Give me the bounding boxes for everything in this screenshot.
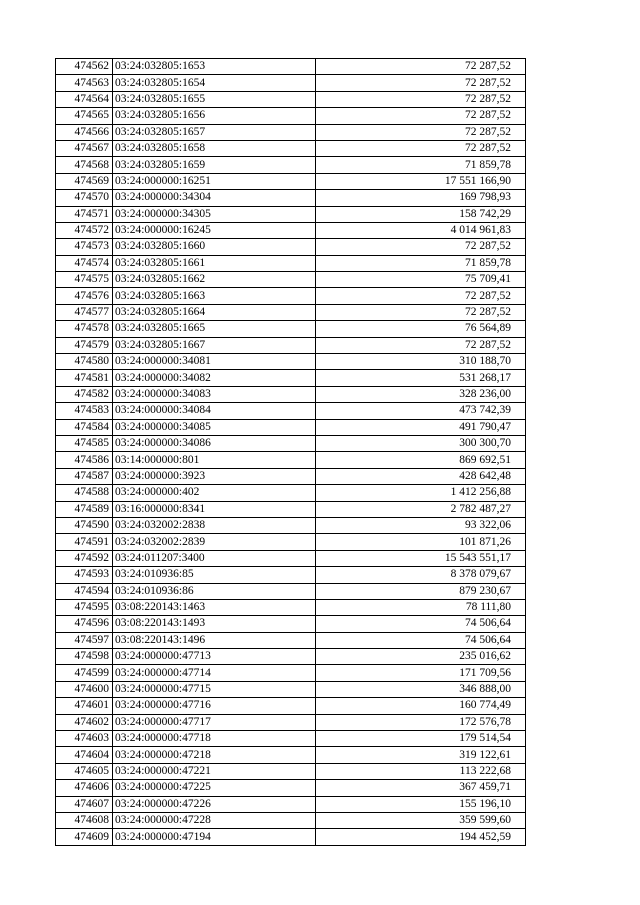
cadastral-value-cell: 72 287,52 bbox=[316, 75, 526, 91]
row-number-cell: 474582 bbox=[56, 386, 113, 402]
cadastral-value-cell: 72 287,52 bbox=[316, 337, 526, 353]
cadastral-number-cell: 03:24:000000:16245 bbox=[113, 222, 316, 238]
cadastral-value-cell: 72 287,52 bbox=[316, 59, 526, 75]
cadastral-number-cell: 03:24:032805:1660 bbox=[113, 239, 316, 255]
table-row bbox=[56, 370, 526, 386]
cadastral-value-cell: 17 551 166,90 bbox=[316, 173, 526, 189]
cadastral-number-cell: 03:24:000000:47218 bbox=[113, 747, 316, 763]
table-row bbox=[56, 468, 526, 484]
row-number-cell: 474584 bbox=[56, 419, 113, 435]
cadastral-number-cell: 03:24:000000:16251 bbox=[113, 173, 316, 189]
table-row bbox=[56, 599, 526, 615]
cadastral-number-cell: 03:24:032805:1659 bbox=[113, 157, 316, 173]
row-number-cell: 474578 bbox=[56, 321, 113, 337]
table-row bbox=[56, 239, 526, 255]
row-number-cell: 474581 bbox=[56, 370, 113, 386]
table-body bbox=[56, 59, 526, 846]
cadastral-value-cell: 367 459,71 bbox=[316, 780, 526, 796]
cadastral-value-cell: 473 742,39 bbox=[316, 403, 526, 419]
cadastral-value-cell: 8 378 079,67 bbox=[316, 567, 526, 583]
row-number-cell: 474588 bbox=[56, 485, 113, 501]
row-number-cell: 474606 bbox=[56, 780, 113, 796]
cadastral-value-cell: 155 196,10 bbox=[316, 796, 526, 812]
cadastral-number-cell: 03:24:000000:34082 bbox=[113, 370, 316, 386]
cadastral-value-cell: 194 452,59 bbox=[316, 829, 526, 845]
table-row bbox=[56, 731, 526, 747]
cadastral-value-cell: 1 412 256,88 bbox=[316, 485, 526, 501]
cadastral-value-cell: 72 287,52 bbox=[316, 239, 526, 255]
table-row bbox=[56, 124, 526, 140]
table-row bbox=[56, 206, 526, 222]
table-row bbox=[56, 665, 526, 681]
cadastral-number-cell: 03:24:032805:1658 bbox=[113, 140, 316, 156]
cadastral-number-cell: 03:08:220143:1463 bbox=[113, 599, 316, 615]
table-row bbox=[56, 272, 526, 288]
cadastral-value-cell: 74 506,64 bbox=[316, 616, 526, 632]
cadastral-value-cell: 359 599,60 bbox=[316, 812, 526, 828]
row-number-cell: 474604 bbox=[56, 747, 113, 763]
row-number-cell: 474600 bbox=[56, 681, 113, 697]
table-row bbox=[56, 321, 526, 337]
row-number-cell: 474609 bbox=[56, 829, 113, 845]
cadastral-number-cell: 03:24:000000:47715 bbox=[113, 681, 316, 697]
cadastral-number-cell: 03:24:000000:47194 bbox=[113, 829, 316, 845]
cadastral-value-cell: 531 268,17 bbox=[316, 370, 526, 386]
cadastral-value-cell: 869 692,51 bbox=[316, 452, 526, 468]
table-row bbox=[56, 681, 526, 697]
row-number-cell: 474571 bbox=[56, 206, 113, 222]
table-row bbox=[56, 812, 526, 828]
table-row bbox=[56, 780, 526, 796]
cadastral-number-cell: 03:24:032805:1664 bbox=[113, 304, 316, 320]
row-number-cell: 474592 bbox=[56, 550, 113, 566]
cadastral-value-cell: 172 576,78 bbox=[316, 714, 526, 730]
row-number-cell: 474575 bbox=[56, 272, 113, 288]
cadastral-number-cell: 03:24:032805:1662 bbox=[113, 272, 316, 288]
cadastral-number-cell: 03:24:032805:1661 bbox=[113, 255, 316, 271]
table-row bbox=[56, 288, 526, 304]
cadastral-number-cell: 03:24:032805:1655 bbox=[113, 91, 316, 107]
table-row bbox=[56, 190, 526, 206]
table-row bbox=[56, 419, 526, 435]
table-row bbox=[56, 583, 526, 599]
table-row bbox=[56, 616, 526, 632]
cadastral-value-cell: 78 111,80 bbox=[316, 599, 526, 615]
row-number-cell: 474596 bbox=[56, 616, 113, 632]
cadastral-number-cell: 03:24:000000:402 bbox=[113, 485, 316, 501]
row-number-cell: 474570 bbox=[56, 190, 113, 206]
row-number-cell: 474568 bbox=[56, 157, 113, 173]
table-row bbox=[56, 157, 526, 173]
cadastral-number-cell: 03:24:000000:47228 bbox=[113, 812, 316, 828]
row-number-cell: 474605 bbox=[56, 763, 113, 779]
table-row bbox=[56, 649, 526, 665]
row-number-cell: 474608 bbox=[56, 812, 113, 828]
row-number-cell: 474564 bbox=[56, 91, 113, 107]
table-row bbox=[56, 747, 526, 763]
row-number-cell: 474607 bbox=[56, 796, 113, 812]
cadastral-number-cell: 03:24:000000:47226 bbox=[113, 796, 316, 812]
cadastral-number-cell: 03:16:000000:8341 bbox=[113, 501, 316, 517]
table-row bbox=[56, 386, 526, 402]
row-number-cell: 474586 bbox=[56, 452, 113, 468]
cadastral-value-cell: 15 543 551,17 bbox=[316, 550, 526, 566]
row-number-cell: 474579 bbox=[56, 337, 113, 353]
row-number-cell: 474580 bbox=[56, 354, 113, 370]
cadastral-value-cell: 171 709,56 bbox=[316, 665, 526, 681]
row-number-cell: 474597 bbox=[56, 632, 113, 648]
cadastral-number-cell: 03:24:000000:47718 bbox=[113, 731, 316, 747]
table-row bbox=[56, 632, 526, 648]
cadastral-number-cell: 03:24:000000:34083 bbox=[113, 386, 316, 402]
cadastral-number-cell: 03:24:000000:34304 bbox=[113, 190, 316, 206]
cadastral-value-cell: 74 506,64 bbox=[316, 632, 526, 648]
cadastral-value-cell: 72 287,52 bbox=[316, 304, 526, 320]
cadastral-number-cell: 03:08:220143:1493 bbox=[113, 616, 316, 632]
cadastral-value-cell: 428 642,48 bbox=[316, 468, 526, 484]
cadastral-value-cell: 346 888,00 bbox=[316, 681, 526, 697]
cadastral-number-cell: 03:24:032805:1653 bbox=[113, 59, 316, 75]
table-row bbox=[56, 91, 526, 107]
cadastral-number-cell: 03:24:000000:47225 bbox=[113, 780, 316, 796]
row-number-cell: 474599 bbox=[56, 665, 113, 681]
table-row bbox=[56, 337, 526, 353]
cadastral-number-cell: 03:14:000000:801 bbox=[113, 452, 316, 468]
table-row bbox=[56, 485, 526, 501]
cadastral-value-cell: 72 287,52 bbox=[316, 91, 526, 107]
table-row bbox=[56, 403, 526, 419]
table-row bbox=[56, 140, 526, 156]
table-row bbox=[56, 354, 526, 370]
cadastral-number-cell: 03:08:220143:1496 bbox=[113, 632, 316, 648]
row-number-cell: 474572 bbox=[56, 222, 113, 238]
table-row bbox=[56, 796, 526, 812]
cadastral-number-cell: 03:24:000000:47713 bbox=[113, 649, 316, 665]
cadastral-value-table bbox=[55, 58, 526, 846]
row-number-cell: 474566 bbox=[56, 124, 113, 140]
cadastral-value-cell: 328 236,00 bbox=[316, 386, 526, 402]
table-row bbox=[56, 829, 526, 845]
cadastral-value-cell: 101 871,26 bbox=[316, 534, 526, 550]
cadastral-value-cell: 113 222,68 bbox=[316, 763, 526, 779]
cadastral-number-cell: 03:24:032805:1656 bbox=[113, 108, 316, 124]
cadastral-number-cell: 03:24:010936:86 bbox=[113, 583, 316, 599]
cadastral-value-cell: 300 300,70 bbox=[316, 435, 526, 451]
row-number-cell: 474583 bbox=[56, 403, 113, 419]
cadastral-value-cell: 160 774,49 bbox=[316, 698, 526, 714]
cadastral-value-cell: 72 287,52 bbox=[316, 140, 526, 156]
cadastral-value-cell: 4 014 961,83 bbox=[316, 222, 526, 238]
row-number-cell: 474594 bbox=[56, 583, 113, 599]
row-number-cell: 474585 bbox=[56, 435, 113, 451]
row-number-cell: 474567 bbox=[56, 140, 113, 156]
row-number-cell: 474590 bbox=[56, 517, 113, 533]
row-number-cell: 474569 bbox=[56, 173, 113, 189]
row-number-cell: 474574 bbox=[56, 255, 113, 271]
row-number-cell: 474591 bbox=[56, 534, 113, 550]
table-row bbox=[56, 108, 526, 124]
table-row bbox=[56, 255, 526, 271]
cadastral-number-cell: 03:24:032805:1654 bbox=[113, 75, 316, 91]
cadastral-value-cell: 235 016,62 bbox=[316, 649, 526, 665]
table-row bbox=[56, 517, 526, 533]
cadastral-number-cell: 03:24:000000:47221 bbox=[113, 763, 316, 779]
row-number-cell: 474589 bbox=[56, 501, 113, 517]
row-number-cell: 474573 bbox=[56, 239, 113, 255]
cadastral-value-cell: 72 287,52 bbox=[316, 124, 526, 140]
cadastral-value-cell: 169 798,93 bbox=[316, 190, 526, 206]
cadastral-value-cell: 319 122,61 bbox=[316, 747, 526, 763]
table-row bbox=[56, 59, 526, 75]
table-row bbox=[56, 75, 526, 91]
row-number-cell: 474595 bbox=[56, 599, 113, 615]
cadastral-number-cell: 03:24:032002:2838 bbox=[113, 517, 316, 533]
table-row bbox=[56, 567, 526, 583]
cadastral-number-cell: 03:24:010936:85 bbox=[113, 567, 316, 583]
cadastral-value-cell: 2 782 487,27 bbox=[316, 501, 526, 517]
table-row bbox=[56, 698, 526, 714]
cadastral-value-cell: 72 287,52 bbox=[316, 288, 526, 304]
cadastral-value-cell: 879 230,67 bbox=[316, 583, 526, 599]
row-number-cell: 474603 bbox=[56, 731, 113, 747]
table-row bbox=[56, 763, 526, 779]
cadastral-number-cell: 03:24:000000:34305 bbox=[113, 206, 316, 222]
row-number-cell: 474602 bbox=[56, 714, 113, 730]
table-row bbox=[56, 550, 526, 566]
table-row bbox=[56, 173, 526, 189]
cadastral-number-cell: 03:24:032805:1667 bbox=[113, 337, 316, 353]
row-number-cell: 474576 bbox=[56, 288, 113, 304]
table-row bbox=[56, 501, 526, 517]
table-row bbox=[56, 452, 526, 468]
row-number-cell: 474563 bbox=[56, 75, 113, 91]
cadastral-value-cell: 76 564,89 bbox=[316, 321, 526, 337]
cadastral-number-cell: 03:24:000000:34084 bbox=[113, 403, 316, 419]
cadastral-value-cell: 93 322,06 bbox=[316, 517, 526, 533]
cadastral-value-cell: 75 709,41 bbox=[316, 272, 526, 288]
row-number-cell: 474577 bbox=[56, 304, 113, 320]
cadastral-number-cell: 03:24:000000:47716 bbox=[113, 698, 316, 714]
cadastral-value-cell: 72 287,52 bbox=[316, 108, 526, 124]
row-number-cell: 474593 bbox=[56, 567, 113, 583]
table-row bbox=[56, 304, 526, 320]
cadastral-number-cell: 03:24:000000:34081 bbox=[113, 354, 316, 370]
cadastral-value-cell: 179 514,54 bbox=[316, 731, 526, 747]
cadastral-value-cell: 491 790,47 bbox=[316, 419, 526, 435]
row-number-cell: 474598 bbox=[56, 649, 113, 665]
table-row bbox=[56, 714, 526, 730]
cadastral-value-cell: 310 188,70 bbox=[316, 354, 526, 370]
cadastral-number-cell: 03:24:032002:2839 bbox=[113, 534, 316, 550]
cadastral-number-cell: 03:24:000000:3923 bbox=[113, 468, 316, 484]
cadastral-number-cell: 03:24:032805:1657 bbox=[113, 124, 316, 140]
cadastral-number-cell: 03:24:032805:1665 bbox=[113, 321, 316, 337]
table-row bbox=[56, 435, 526, 451]
row-number-cell: 474587 bbox=[56, 468, 113, 484]
row-number-cell: 474601 bbox=[56, 698, 113, 714]
row-number-cell: 474565 bbox=[56, 108, 113, 124]
table-row bbox=[56, 222, 526, 238]
table-row bbox=[56, 534, 526, 550]
cadastral-value-cell: 158 742,29 bbox=[316, 206, 526, 222]
cadastral-number-cell: 03:24:011207:3400 bbox=[113, 550, 316, 566]
cadastral-number-cell: 03:24:032805:1663 bbox=[113, 288, 316, 304]
cadastral-value-cell: 71 859,78 bbox=[316, 157, 526, 173]
cadastral-number-cell: 03:24:000000:34086 bbox=[113, 435, 316, 451]
cadastral-number-cell: 03:24:000000:47717 bbox=[113, 714, 316, 730]
row-number-cell: 474562 bbox=[56, 59, 113, 75]
cadastral-number-cell: 03:24:000000:34085 bbox=[113, 419, 316, 435]
cadastral-value-cell: 71 859,78 bbox=[316, 255, 526, 271]
cadastral-number-cell: 03:24:000000:47714 bbox=[113, 665, 316, 681]
